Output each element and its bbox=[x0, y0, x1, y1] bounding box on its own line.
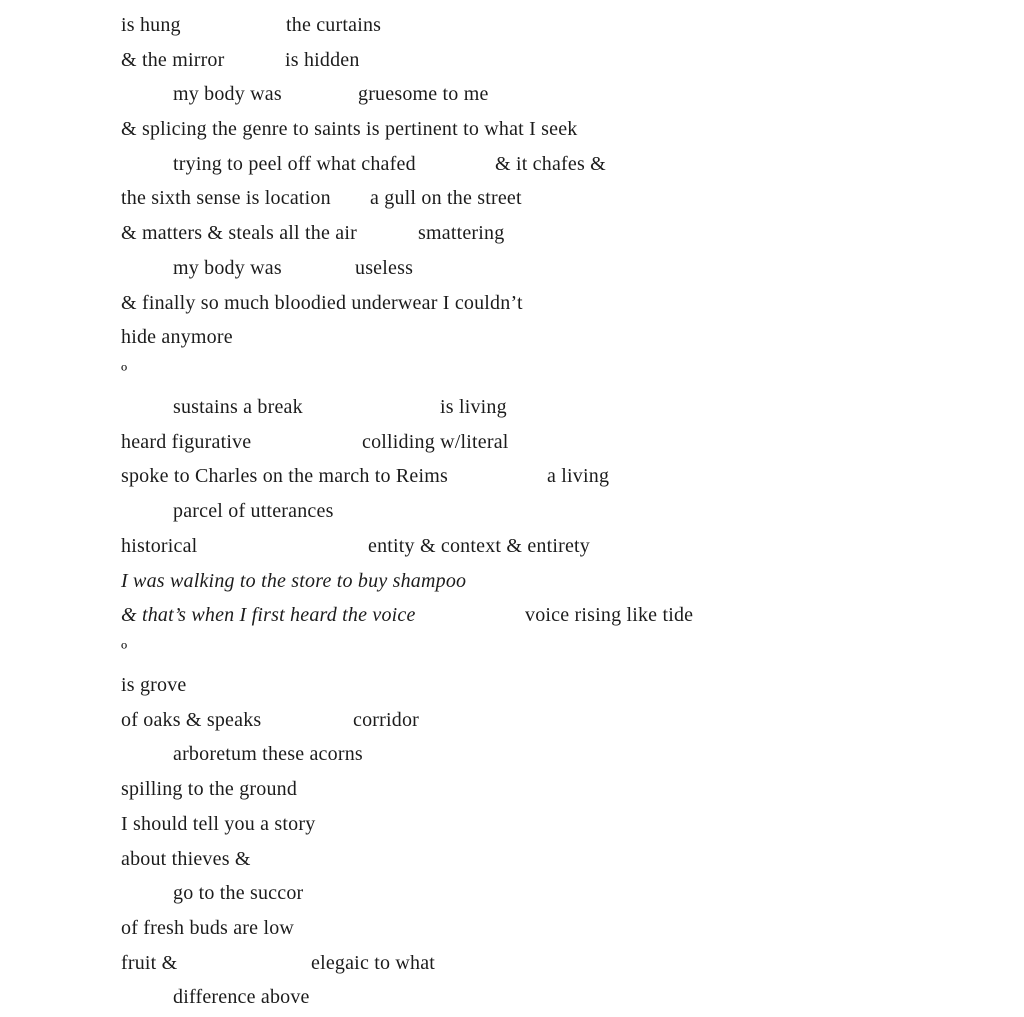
poem-line-segment: the sixth sense is location bbox=[121, 187, 331, 209]
poem-line-segment: I should tell you a story bbox=[121, 813, 316, 835]
poem-line-segment: trying to peel off what chafed bbox=[173, 153, 416, 175]
poem-line-segment: parcel of utterances bbox=[173, 500, 334, 522]
poem-line-segment: & the mirror bbox=[121, 49, 225, 71]
poem-line-segment: & that’s when I first heard the voice bbox=[121, 604, 416, 626]
poem-line-segment: historical bbox=[121, 535, 198, 557]
poem-line-segment: & it chafes & bbox=[495, 153, 606, 175]
poem-line-segment: colliding w/literal bbox=[362, 431, 509, 453]
poem-line-segment: difference above bbox=[173, 986, 310, 1008]
poem-line-segment: arboretum these acorns bbox=[173, 743, 363, 765]
poem-line-segment: my body was bbox=[173, 257, 282, 279]
poem-line-segment: & splicing the genre to saints is pertinent to what I seek bbox=[121, 118, 578, 140]
section-divider: º bbox=[121, 639, 128, 661]
poem-line-segment: is hidden bbox=[285, 49, 360, 71]
poem-line-segment: fruit & bbox=[121, 952, 178, 974]
poem-line-segment: is hung bbox=[121, 14, 181, 36]
poem-line-segment: voice rising like tide bbox=[525, 604, 694, 626]
poem-line-segment: of oaks & speaks bbox=[121, 709, 262, 731]
poem-line-segment: of fresh buds are low bbox=[121, 917, 295, 939]
poem-line-segment: & finally so much bloodied underwear I couldn’t bbox=[121, 292, 523, 314]
poem-line-segment: entity & context & entirety bbox=[368, 535, 591, 557]
poem-line-segment: heard figurative bbox=[121, 431, 252, 453]
poem-line-segment: is living bbox=[440, 396, 507, 418]
poem-line-segment: useless bbox=[355, 257, 414, 279]
poem-line-segment: go to the succor bbox=[173, 882, 304, 904]
poem-line-segment: sustains a break bbox=[173, 396, 303, 418]
poem-line-segment: smattering bbox=[418, 222, 505, 244]
poem-line-segment: my body was bbox=[173, 83, 282, 105]
poem-line-segment: & matters & steals all the air bbox=[121, 222, 357, 244]
poem-line-segment: I was walking to the store to buy shampoo bbox=[121, 570, 467, 592]
poem-line-segment: spilling to the ground bbox=[121, 778, 298, 800]
poem-line-segment: a gull on the street bbox=[370, 187, 522, 209]
poem-line-segment: gruesome to me bbox=[358, 83, 489, 105]
poem-line-segment: hide anymore bbox=[121, 326, 233, 348]
poem-line-segment: the curtains bbox=[286, 14, 382, 36]
poem-line-segment: spoke to Charles on the march to Reims bbox=[121, 465, 448, 487]
poem-line-segment: is grove bbox=[121, 674, 187, 696]
poem-line-segment: elegaic to what bbox=[311, 952, 436, 974]
section-divider: º bbox=[121, 361, 128, 383]
poem-line-segment: a living bbox=[547, 465, 610, 487]
poem-line-segment: about thieves & bbox=[121, 848, 251, 870]
poem-line-segment: corridor bbox=[353, 709, 420, 731]
